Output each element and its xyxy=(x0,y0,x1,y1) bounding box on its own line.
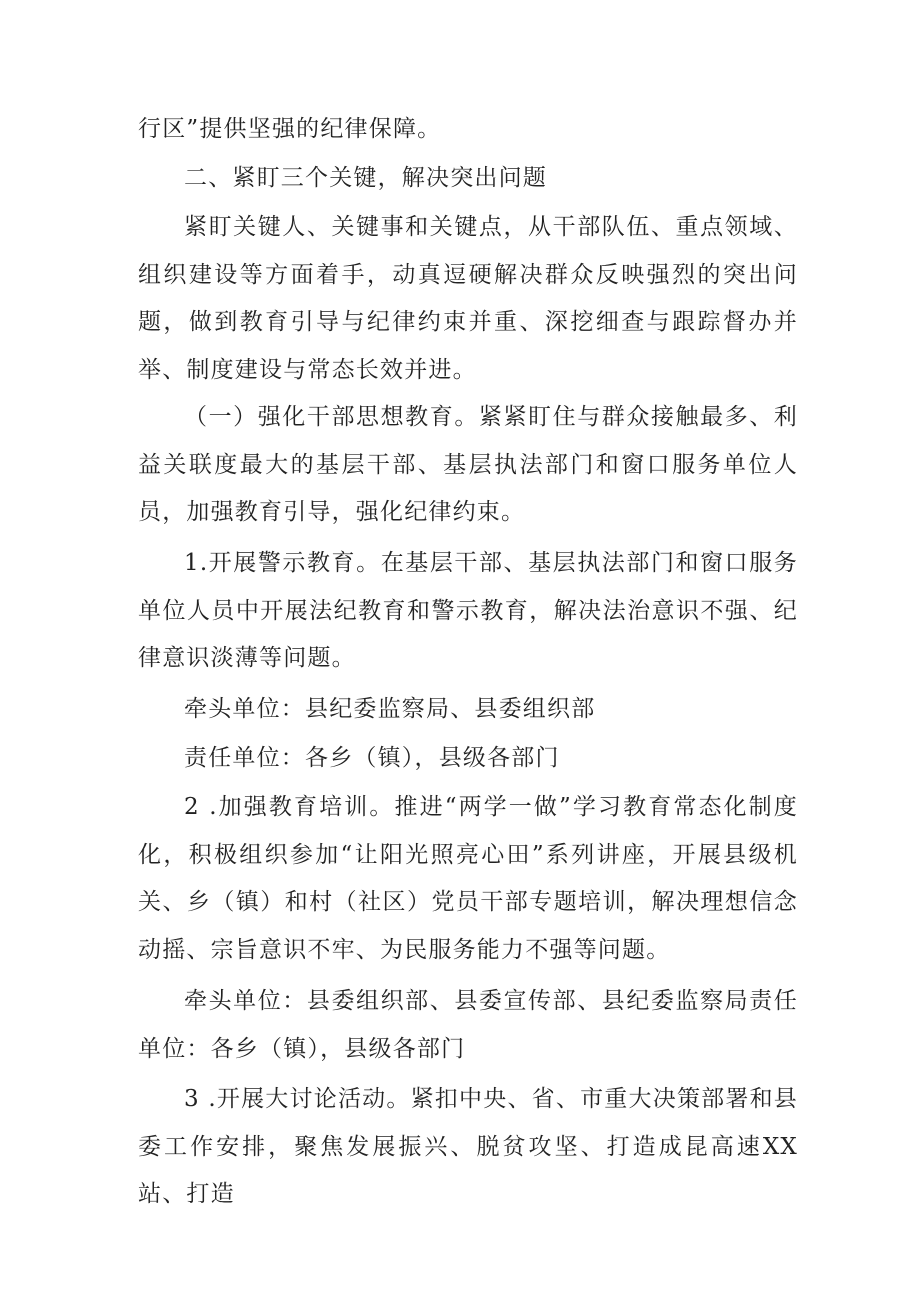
lead-unit-line-1: 牵头单位：县纪委监察局、县委组织部 xyxy=(184,696,596,722)
responsible-unit-line-1: 责任单位：各乡（镇），县级各部门 xyxy=(184,745,560,771)
subsection-heading-1: （一）强化干部思想教育。紧紧盯住与群众接触最多、利益关联度最大的基层干部、基层执法部门和窗口服务单位人员，加强教育引导，强化纪律约束。 xyxy=(138,404,798,525)
paragraph-continuation: 行区”提供坚强的纪律保障。 xyxy=(138,116,442,142)
lead-responsible-unit-line-2: 牵头单位：县委组织部、县委宣传部、县纪委监察局责任单位：各乡（镇），县级各部门 xyxy=(138,988,798,1062)
section-intro-paragraph: 紧盯关键人、关键事和关键点，从干部队伍、重点领域、组织建设等方面着手，动真逗硬解决群众反映强烈的突出问题，做到教育引导与纪律约束并重、深挖细查与跟踪督办并举、制度建设与常态长效并进。 xyxy=(138,214,798,383)
item-3-paragraph: 3 .开展大讨论活动。紧扣中央、省、市重大决策部署和县委工作安排，聚焦发展振兴、脱贫攻坚、打造成昆高速XX站、打造 xyxy=(138,1086,798,1207)
item-2-paragraph: 2 .加强教育培训。推进“两学一做”学习教育常态化制度化，积极组织参加“让阳光照亮心田”系列讲座，开展县级机关、乡（镇）和村（社区）党员干部专题培训，解决理想信念动摇、宗旨意识不牢、为民服务能力不强等问题。 xyxy=(138,794,798,963)
section-heading-2: 二、紧盯三个关键，解决突出问题 xyxy=(184,165,547,191)
item-1-paragraph: 1.开展警示教育。在基层干部、基层执法部门和窗口服务单位人员中开展法纪教育和警示教育，解决法治意识不强、纪律意识淡薄等问题。 xyxy=(138,550,798,671)
